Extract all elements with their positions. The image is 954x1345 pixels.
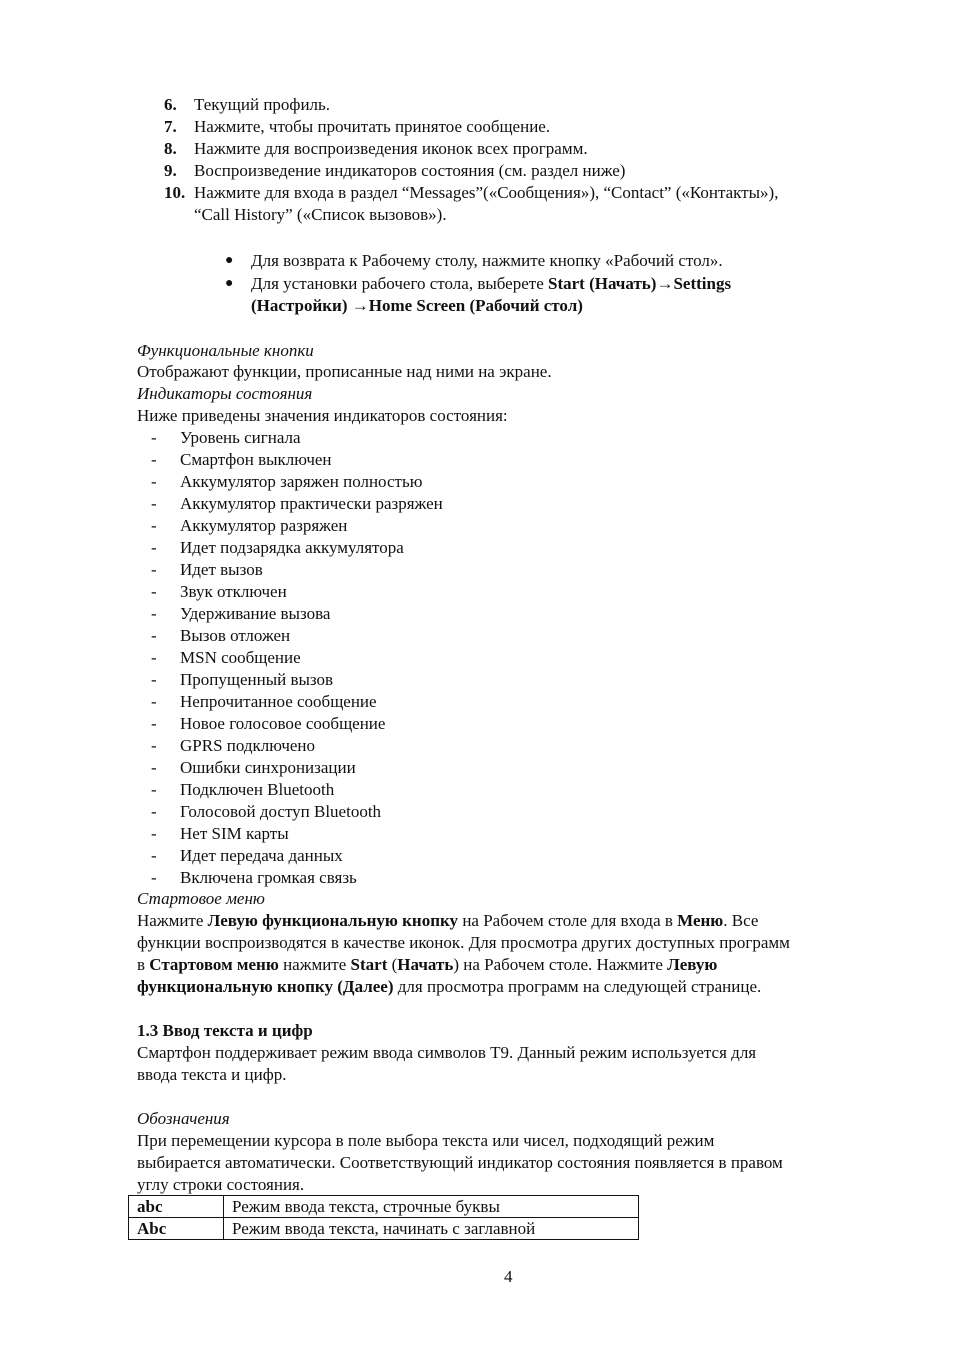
indicator-item: Уровень сигнала	[180, 428, 301, 447]
section-heading-notation: Обозначения	[137, 1109, 230, 1128]
list-dash: -	[151, 450, 157, 469]
indicator-item: Включена громкая связь	[180, 868, 357, 887]
indicator-item: Звук отключен	[180, 582, 287, 601]
list-dash: -	[151, 714, 157, 733]
bullet-text: Для установки рабочего стола, выберете Start (Начать)→Settings	[251, 274, 732, 293]
list-dash: -	[151, 670, 157, 689]
list-dash: -	[151, 736, 157, 755]
list-dash: -	[151, 560, 157, 579]
indicator-item: Смартфон выключен	[180, 450, 332, 469]
paragraph-line: углу строки состояния.	[137, 1175, 305, 1194]
table-row	[129, 1196, 639, 1218]
indicator-item: Идет передача данных	[180, 846, 343, 865]
numbered-item-text: Нажмите, чтобы прочитать принятое сообщение.	[194, 117, 551, 136]
indicator-item: Непрочитанное сообщение	[180, 692, 377, 711]
indicator-item: Пропущенный вызов	[180, 670, 334, 689]
indicator-item: GPRS подключено	[180, 736, 316, 755]
list-dash: -	[151, 824, 157, 843]
section-heading-indicators: Индикаторы состояния	[137, 384, 313, 403]
list-dash: -	[151, 538, 157, 557]
table-row	[129, 1218, 639, 1240]
bullet-marker: ●	[225, 276, 234, 291]
indicator-item: Идет подзарядка аккумулятора	[180, 538, 404, 557]
section-heading-start-menu: Стартовое меню	[137, 889, 265, 908]
indicator-item: Подключен Bluetooth	[180, 780, 335, 799]
paragraph: Ниже приведены значения индикаторов состояния:	[137, 406, 508, 425]
bullet-text: Для возврата к Рабочему столу, нажмите кнопку «Рабочий стол».	[251, 251, 723, 270]
indicator-item: Вызов отложен	[180, 626, 291, 645]
numbered-item-text: Воспроизведение индикаторов состояния (см. раздел ниже)	[194, 161, 626, 180]
list-dash: -	[151, 626, 157, 645]
list-dash: -	[151, 516, 157, 535]
paragraph-line: функции воспроизводятся в качестве иконок. Для просмотра других доступных программ	[137, 933, 790, 952]
paragraph: Отображают функции, прописанные над ними на экране.	[137, 362, 552, 381]
paragraph-line: в Стартовом меню нажмите Start (Начать) на Рабочем столе. Нажмите Левую	[137, 955, 718, 974]
input-modes-table	[128, 1195, 639, 1240]
bullet-marker: ●	[225, 253, 234, 268]
item-number: 6.	[164, 95, 177, 114]
section-title: 1.3 Ввод текста и цифр	[137, 1021, 313, 1040]
section-heading-func-buttons: Функциональные кнопки	[137, 341, 314, 360]
numbered-item-text: Нажмите для воспроизведения иконок всех программ.	[194, 139, 588, 158]
list-dash: -	[151, 494, 157, 513]
item-number: 7.	[164, 117, 177, 136]
list-dash: -	[151, 846, 157, 865]
list-dash: -	[151, 692, 157, 711]
paragraph-line: ввода текста и цифр.	[137, 1065, 287, 1084]
list-dash: -	[151, 648, 157, 667]
list-dash: -	[151, 582, 157, 601]
paragraph-line: Нажмите Левую функциональную кнопку на Рабочем столе для входа в Меню. Все	[137, 911, 759, 930]
indicator-item: Аккумулятор практически разряжен	[180, 494, 443, 513]
list-dash: -	[151, 428, 157, 447]
list-dash: -	[151, 758, 157, 777]
indicator-item: Ошибки синхронизации	[180, 758, 356, 777]
mode-description: Режим ввода текста, начинать с заглавной	[224, 1218, 639, 1240]
item-number: 9.	[164, 161, 177, 180]
numbered-item-text-continued: “Call History” («Список вызовов»).	[194, 205, 447, 224]
indicator-item: MSN сообщение	[180, 648, 301, 667]
page-number: 4	[504, 1267, 513, 1286]
indicator-item: Идет вызов	[180, 560, 263, 579]
indicator-item: Новое голосовое сообщение	[180, 714, 386, 733]
indicator-item: Удерживание вызова	[180, 604, 331, 623]
paragraph-line: Смартфон поддерживает режим ввода символов T9. Данный режим используется для	[137, 1043, 757, 1062]
mode-key: Abc	[129, 1218, 224, 1240]
mode-key: abc	[129, 1196, 224, 1218]
list-dash: -	[151, 802, 157, 821]
list-dash: -	[151, 868, 157, 887]
indicator-item: Нет SIM карты	[180, 824, 289, 843]
numbered-item-text: Нажмите для входа в раздел “Messages”(«Сообщения»), “Contact” («Контакты»),	[194, 183, 779, 202]
item-number: 10.	[164, 183, 186, 202]
indicator-item: Аккумулятор заряжен полностью	[180, 472, 423, 491]
list-dash: -	[151, 780, 157, 799]
mode-description: Режим ввода текста, строчные буквы	[224, 1196, 639, 1218]
paragraph-line: функциональную кнопку (Далее) для просмотра программ на следующей странице.	[137, 977, 762, 996]
bullet-text-continued: (Настройки) →Home Screen (Рабочий стол)	[251, 296, 583, 315]
paragraph-line: При перемещении курсора в поле выбора текста или чисел, подходящий режим	[137, 1131, 715, 1150]
paragraph-line: выбирается автоматически. Соответствующий индикатор состояния появляется в правом	[137, 1153, 783, 1172]
list-dash: -	[151, 472, 157, 491]
numbered-item-text: Текущий профиль.	[194, 95, 331, 114]
indicator-item: Голосовой доступ Bluetooth	[180, 802, 382, 821]
list-dash: -	[151, 604, 157, 623]
item-number: 8.	[164, 139, 177, 158]
indicator-item: Аккумулятор разряжен	[180, 516, 348, 535]
